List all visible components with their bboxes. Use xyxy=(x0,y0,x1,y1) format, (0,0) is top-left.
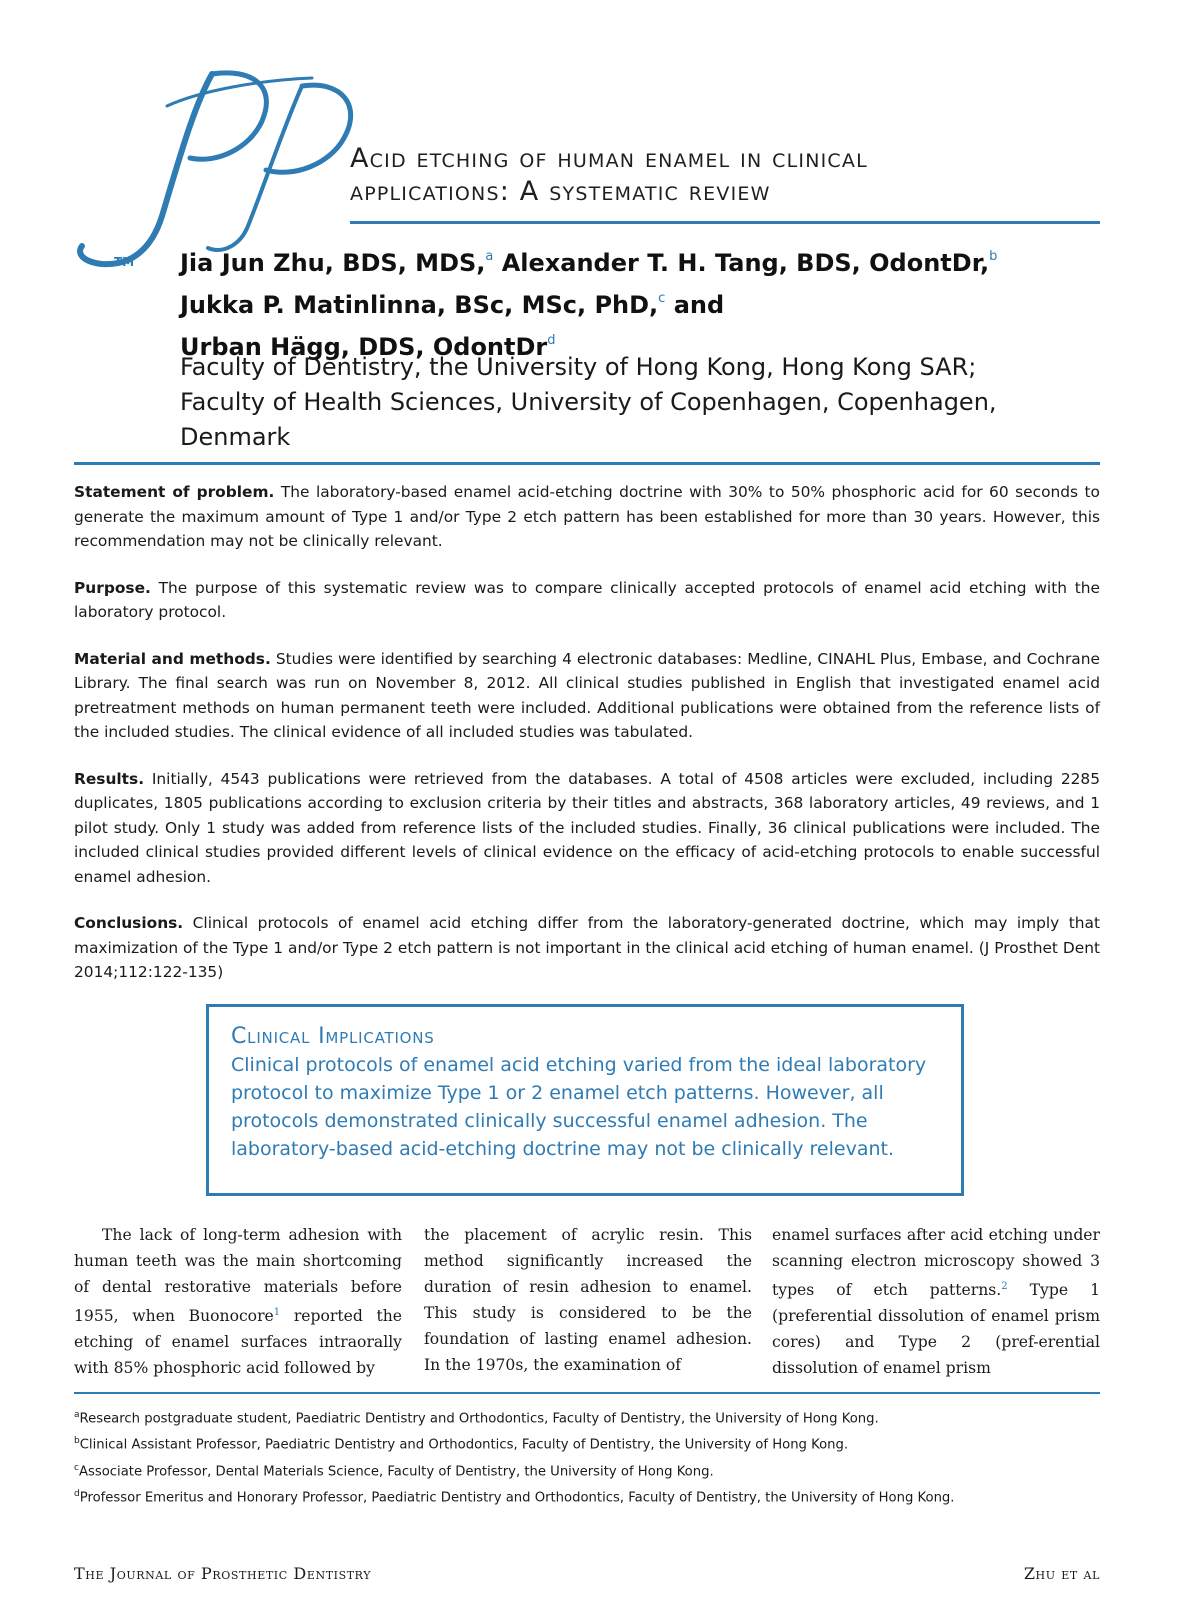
author-line-1 xyxy=(180,240,1110,282)
body-text: The lack of long-term adhesion with human teeth was the main shortcoming of dental restorative materials before 1955, when Buonocore xyxy=(74,1226,402,1326)
affiliation-line-3: Denmark xyxy=(180,423,291,451)
footnote-b xyxy=(74,1430,1114,1456)
footnote-d xyxy=(74,1483,1114,1509)
footnote-mark: a xyxy=(74,1410,80,1420)
affiliation-line-1: Faculty of Dentistry, the University of Hong Kong, Hong Kong SAR; xyxy=(180,353,977,381)
footnotes xyxy=(74,1404,1114,1510)
title-line-1: Acid etching of human enamel in clinical xyxy=(350,143,868,174)
footnote-text: Research postgraduate student, Paediatric Dentistry and Orthodontics, Faculty of Dentistry, the University of Hong Kong. xyxy=(79,1411,879,1427)
section-label: Results. xyxy=(74,769,145,788)
body-text: enamel surfaces after acid etching under scanning electron microscopy showed 3 types of etch patterns. xyxy=(772,1226,1100,1300)
author-and: and xyxy=(673,291,725,319)
affiliation xyxy=(180,350,1110,455)
section-label: Material and methods. xyxy=(74,649,271,668)
implications-heading: Clinical Implications xyxy=(231,1024,435,1049)
title-line-2: applications: A systematic review xyxy=(350,176,771,207)
body-column-1 xyxy=(74,1222,402,1381)
author-mark: c xyxy=(658,291,666,306)
section-text: Initially, 4543 publications were retrieved from the databases. A total of 4508 articles were excluded, including 2285 duplicates, 1805 publications according to exclusion criteria by their titles and abstracts, 368 laboratory articles, 49 reviews, and 1 pilot study. Only 1 study was added from reference lists of the included studies. Finally, 36 clinical publications were included. The included clinical studies provided different levels of clinical evidence on the efficacy of acid-etching protocols to enable successful enamel adhesion. xyxy=(74,769,1100,886)
footnote-a xyxy=(74,1404,1114,1430)
footnote-text: Clinical Assistant Professor, Paediatric Dentistry and Orthodontics, Faculty of Dentistry, the University of Hong Kong. xyxy=(79,1437,849,1453)
author-list xyxy=(180,240,1110,366)
abstract-purpose xyxy=(74,576,1100,625)
footnote-c xyxy=(74,1457,1114,1483)
implications-text: Clinical protocols of enamel acid etching varied from the ideal laboratory protocol to maximize Type 1 or 2 enamel etch patterns. However, all protocols demonstrated clinically successful enamel adhesion. The laboratory-based acid-etching doctrine may not be clinically relevant. xyxy=(231,1054,927,1160)
section-label: Purpose. xyxy=(74,578,151,597)
reference-link[interactable]: 1 xyxy=(273,1307,281,1318)
author-matinlinna: Jukka P. Matinlinna, BSc, MSc, PhD, xyxy=(180,291,659,319)
abstract xyxy=(74,480,1100,1007)
author-hagg: Urban Hägg, DDS, OdontDr xyxy=(180,333,548,361)
section-text: Studies were identified by searching 4 electronic databases: Medline, CINAHL Plus, Embase, and Cochrane Library. The final search was run on November 8, 2012. All clinical studies published in English that investigated enamel acid pretreatment methods on human permanent teeth were included. Additional publications were obtained from the reference lists of the included studies. The clinical evidence of all included studies was tabulated. xyxy=(74,649,1100,741)
footnote-rule xyxy=(74,1392,1100,1394)
running-head: Zhu et al xyxy=(1023,1564,1100,1583)
abstract-results xyxy=(74,767,1100,890)
body-column-2: the placement of acrylic resin. This method significantly increased the duration of resin adhesion to enamel. This study is considered to be the foundation of lasting enamel adhesion. In the 1970s, the examination of xyxy=(424,1226,752,1374)
author-line-2 xyxy=(180,282,1110,324)
section-text: The purpose of this systematic review was to compare clinically accepted protocols of enamel acid etching with the laboratory protocol. xyxy=(74,578,1100,621)
abstract-conclusions xyxy=(74,911,1100,985)
author-mark: b xyxy=(989,249,998,264)
section-text: The laboratory-based enamel acid-etching doctrine with 30% to 50% phosphoric acid for 60 seconds to generate the maximum amount of Type 1 and/or Type 2 etch pattern has been established for more than 30 years. However, this recommendation may not be clinically relevant. xyxy=(74,483,1100,550)
body-text: Type 1 (preferential dissolution of enamel prism cores) and Type 2 (pref-erential dissolution of enamel prism xyxy=(772,1281,1100,1378)
section-label: Statement of problem. xyxy=(74,483,275,501)
section-label: Conclusions. xyxy=(74,914,184,932)
trademark-mark: TM xyxy=(114,255,135,269)
author-mark: d xyxy=(547,333,556,348)
reference-link[interactable]: 2 xyxy=(1001,1281,1008,1292)
affiliation-line-2: Faculty of Health Sciences, University of Copenhagen, Copenhagen, xyxy=(180,388,997,416)
author-zhu: Jia Jun Zhu, BDS, MDS, xyxy=(180,249,486,277)
footnote-mark: d xyxy=(74,1489,80,1500)
author-mark: a xyxy=(485,249,494,264)
abstract-problem xyxy=(74,480,1100,554)
body-text: reported the etching of enamel surfaces intraorally with 85% phosphoric acid followed by xyxy=(74,1307,402,1378)
abstract-methods xyxy=(74,647,1100,745)
abstract-rule xyxy=(74,462,1100,465)
body-column-3 xyxy=(772,1222,1100,1381)
footnote-mark: b xyxy=(74,1436,80,1447)
journal-name: The Journal of Prosthetic Dentistry xyxy=(74,1564,372,1583)
footnote-mark: c xyxy=(74,1462,79,1473)
footnote-text: Professor Emeritus and Honorary Professor, Paediatric Dentistry and Orthodontics, Faculty of Dentistry, the University of Hong Kong. xyxy=(79,1490,955,1506)
section-text: Clinical protocols of enamel acid etching differ from the laboratory-generated doctrine, which may imply that maximization of the Type 1 and/or Type 2 etch pattern is not important in the clinical acid etching of human enamel. (J Prosthet Dent 2014;112:122-135) xyxy=(74,914,1100,981)
footnote-text: Associate Professor, Dental Materials Science, Faculty of Dentistry, the University of Hong Kong. xyxy=(78,1464,714,1480)
article-title xyxy=(350,142,1130,208)
clinical-implications-box xyxy=(206,1004,964,1196)
title-rule xyxy=(350,221,1100,224)
author-tang: Alexander T. H. Tang, BDS, OdontDr, xyxy=(501,249,990,277)
